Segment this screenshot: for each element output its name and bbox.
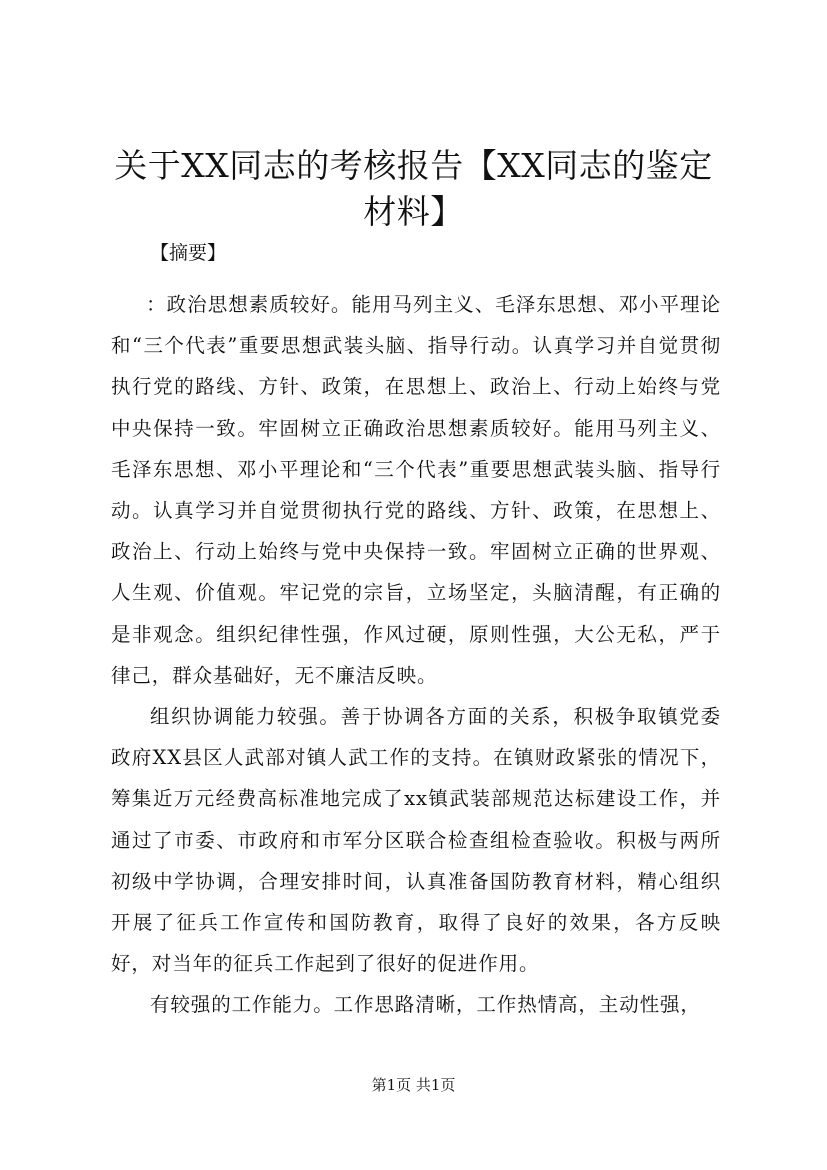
paragraph-political-quality: ：政治思想素质较好。能用马列主义、毛泽东思想、邓小平理论和“三个代表”重要思想武装头脑、指导行动。认真学习并自觉贯彻执行党的路线、方针、政策，在思想上、政治上、行动上始终与党中央保持一致。牢固树立正确政治思想素质较好。能用马列主义、毛泽东思想、邓小平理论和“三个代表”重要思想武装头脑、指导行动。认真学习并自觉贯彻执行党的路线、方针、政策，在思想上、政治上、行动上始终与党中央保持一致。牢固树立正确的世界观、人生观、价值观。牢记党的宗旨，立场坚定，头脑清醒，有正确的是非观念。组织纪律性强，作风过硬，原则性强，大公无私，严于律己，群众基础好，无不廉洁反映。 bbox=[111, 293, 721, 687]
document-body bbox=[111, 284, 721, 1026]
document-title: 关于XX同志的考核报告【XX同志的鉴定材料】 bbox=[114, 146, 713, 231]
abstract-label: 【摘要】 bbox=[150, 242, 227, 264]
page-footer: 第1页 共1页 bbox=[371, 1076, 456, 1094]
paragraph-coordination-ability: 组织协调能力较强。善于协调各方面的关系，积极争取镇党委政府XX县区人武部对镇人武工作的支持。在镇财政紧张的情况下，筹集近万元经费高标准地完成了xx镇武装部规范达标建设工作，并通过了市委、市政府和市军分区联合检查组检查验收。积极与两所初级中学协调，合理安排时间，认真准备国防教育材料，精心组织开展了征兵工作宣传和国防教育，取得了良好的效果，各方反映好，对当年的征兵工作起到了很好的促进作用。 bbox=[111, 705, 721, 976]
paragraph-work-ability: 有较强的工作能力。工作思路清晰，工作热情高，主动性强， bbox=[150, 993, 701, 1017]
